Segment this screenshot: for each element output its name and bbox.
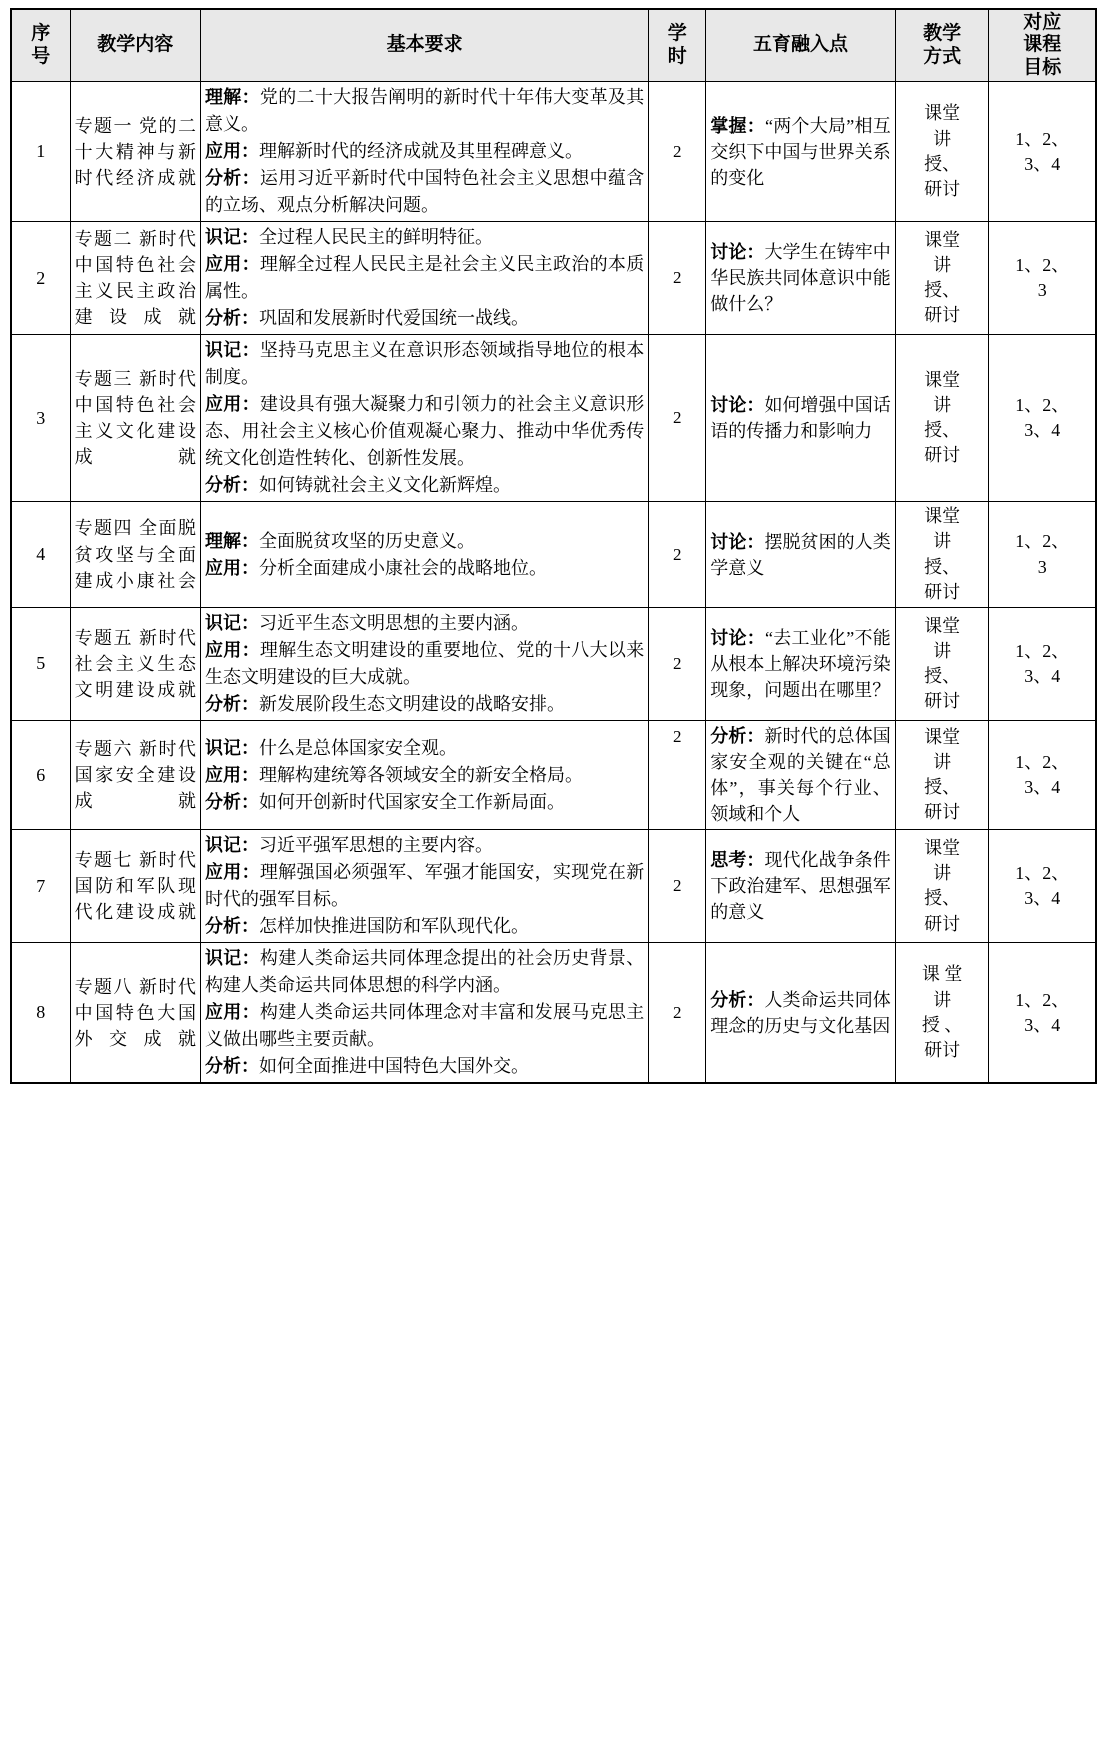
col-header-hours-line1: 学 xyxy=(667,23,687,45)
row-number: 4 xyxy=(11,502,70,608)
teaching-method xyxy=(895,502,989,608)
requirement-label: 应用： xyxy=(204,639,260,660)
requirement-item xyxy=(205,859,644,913)
requirement-label: 分析： xyxy=(204,791,259,812)
teaching-method-line: 讲 xyxy=(933,395,952,416)
teaching-method-line: 课堂 xyxy=(924,506,961,527)
col-header-requirement: 基本要求 xyxy=(200,9,648,82)
requirement-item xyxy=(205,762,644,789)
requirement-item xyxy=(205,165,644,219)
requirement-label: 识记： xyxy=(204,835,259,856)
teaching-method-line: 授、 xyxy=(924,280,961,301)
requirement-label: 识记： xyxy=(204,948,260,969)
teaching-method-line: 课堂 xyxy=(924,229,961,250)
course-goal-line: 3 xyxy=(1037,280,1047,301)
requirement-label: 分析： xyxy=(204,308,259,329)
wuyu-integration-point xyxy=(706,82,895,222)
requirement-text: 党的二十大报告阐明的新时代十年伟大变革及其意义。 xyxy=(204,87,645,135)
requirement-text: 习近平生态文明思想的主要内涵。 xyxy=(258,612,529,633)
requirement-item xyxy=(205,337,644,391)
class-hours: 2 xyxy=(649,82,706,222)
requirement-label: 应用： xyxy=(204,1002,260,1023)
teaching-method-line: 授、 xyxy=(924,556,961,577)
course-goal xyxy=(989,335,1096,502)
requirement-item xyxy=(205,305,644,332)
wuyu-text: 摆脱贫困的人类学意义 xyxy=(710,531,891,578)
table-row xyxy=(11,82,1096,222)
course-goal-line: 3、4 xyxy=(1024,777,1061,798)
class-hours: 2 xyxy=(649,222,706,335)
requirement-label: 应用： xyxy=(204,557,259,578)
requirement-item xyxy=(205,472,644,499)
requirement-label: 识记： xyxy=(204,737,259,758)
course-goal-line: 3、4 xyxy=(1024,888,1061,909)
basic-requirements xyxy=(200,607,648,720)
course-goal-line: 1、2、 xyxy=(1015,751,1070,772)
table-row xyxy=(11,502,1096,608)
basic-requirements xyxy=(200,720,648,829)
teaching-method-line: 讲 xyxy=(933,531,952,552)
teaching-method-line: 研讨 xyxy=(924,691,961,712)
course-goal xyxy=(989,943,1096,1084)
requirement-text: 如何开创新时代国家安全工作新局面。 xyxy=(258,791,565,812)
col-header-hours-line2: 时 xyxy=(667,45,687,67)
teaching-method-line: 课堂 xyxy=(924,726,961,747)
table-row xyxy=(11,335,1096,502)
wuyu-integration-point xyxy=(706,607,895,720)
course-goal xyxy=(989,82,1096,222)
requirement-label: 识记： xyxy=(204,340,260,361)
teaching-method-line: 课 堂 xyxy=(921,964,963,985)
requirement-label: 理解： xyxy=(204,87,260,108)
teaching-method-line: 研讨 xyxy=(924,802,961,823)
col-header-content: 教学内容 xyxy=(70,9,200,82)
requirement-item xyxy=(205,138,644,165)
col-header-no xyxy=(11,9,70,82)
course-goal-line: 1、2、 xyxy=(1015,640,1070,661)
course-goal-line: 1、2、 xyxy=(1015,989,1070,1010)
requirement-text: 理解构建统筹各领域安全的新安全格局。 xyxy=(258,764,583,785)
teaching-content: 专题六 新时代国家安全建设成就 xyxy=(70,720,200,829)
wuyu-integration-point xyxy=(706,335,895,502)
class-hours: 2 xyxy=(649,943,706,1084)
teaching-method xyxy=(895,222,989,335)
teaching-method-line: 讲 xyxy=(933,863,952,884)
requirement-label: 分析： xyxy=(204,1056,259,1077)
row-number: 1 xyxy=(11,82,70,222)
teaching-method-line: 课堂 xyxy=(924,615,961,636)
table-row xyxy=(11,222,1096,335)
requirement-label: 分析： xyxy=(204,916,259,937)
requirement-text: 理解全过程人民民主是社会主义民主政治的本质属性。 xyxy=(204,254,645,302)
requirement-text: 怎样加快推进国防和军队现代化。 xyxy=(258,916,529,937)
wuyu-text: 现代化战争条件下政治建军、思想强军的意义 xyxy=(710,850,891,923)
course-goal-line: 1、2、 xyxy=(1015,255,1070,276)
col-header-no-line2: 号 xyxy=(31,45,51,67)
teaching-method-line: 讲 xyxy=(933,255,952,276)
class-hours: 2 xyxy=(649,830,706,943)
teaching-method-line: 研讨 xyxy=(924,305,961,326)
wuyu-text: 新时代的总体国家安全观的关键在“总体”，事关每个行业、领域和个人 xyxy=(710,725,891,825)
wuyu-text: 大学生在铸牢中华民族共同体意识中能做什么？ xyxy=(710,242,891,315)
basic-requirements xyxy=(200,82,648,222)
col-header-method-line2: 方式 xyxy=(923,45,962,67)
teaching-method xyxy=(895,720,989,829)
requirement-item xyxy=(205,528,644,555)
requirement-item xyxy=(205,224,644,251)
table-row xyxy=(11,607,1096,720)
teaching-method-line: 授 、 xyxy=(921,1014,963,1035)
teaching-method-line: 研讨 xyxy=(924,445,961,466)
teaching-content: 专题一 党的二十大精神与新时代经济成就 xyxy=(70,82,200,222)
col-header-hours xyxy=(649,9,706,82)
wuyu-integration-point xyxy=(706,720,895,829)
wuyu-label: 分析： xyxy=(710,725,765,746)
row-number: 2 xyxy=(11,222,70,335)
requirement-item xyxy=(205,555,644,582)
course-goal xyxy=(989,607,1096,720)
wuyu-label: 讨论： xyxy=(710,627,766,648)
course-goal xyxy=(989,830,1096,943)
teaching-method-line: 授、 xyxy=(924,888,961,909)
col-header-no-line1: 序 xyxy=(31,23,51,45)
requirement-text: 巩固和发展新时代爱国统一战线。 xyxy=(258,308,529,329)
col-header-method-line1: 教学 xyxy=(923,23,962,45)
requirement-text: 习近平强军思想的主要内容。 xyxy=(258,835,493,856)
course-goal-line: 3 xyxy=(1037,556,1047,577)
requirement-text: 如何铸就社会主义文化新辉煌。 xyxy=(258,475,511,496)
basic-requirements xyxy=(200,222,648,335)
teaching-method-line: 研讨 xyxy=(924,581,961,602)
teaching-content: 专题三 新时代中国特色社会主义文化建设成就 xyxy=(70,335,200,502)
requirement-label: 应用： xyxy=(204,254,260,275)
course-goal-line: 1、2、 xyxy=(1015,863,1070,884)
requirement-label: 应用： xyxy=(204,141,259,162)
teaching-method xyxy=(895,82,989,222)
requirement-item xyxy=(205,391,644,472)
requirement-label: 分析： xyxy=(204,475,259,496)
course-goal-line: 3、4 xyxy=(1024,420,1061,441)
teaching-content: 专题七 新时代国防和军队现代化建设成就 xyxy=(70,830,200,943)
wuyu-integration-point xyxy=(706,943,895,1084)
requirement-item xyxy=(205,251,644,305)
table-header xyxy=(11,9,1096,82)
teaching-method xyxy=(895,830,989,943)
class-hours: 2 xyxy=(649,502,706,608)
requirement-text: 什么是总体国家安全观。 xyxy=(258,737,457,758)
col-header-goal-line1: 对应 xyxy=(1023,12,1062,33)
requirement-item xyxy=(205,735,644,762)
header-row xyxy=(11,9,1096,82)
teaching-method-line: 讲 xyxy=(933,640,952,661)
basic-requirements xyxy=(200,943,648,1084)
teaching-method-line: 研讨 xyxy=(924,178,961,199)
requirement-text: 全过程人民民主的鲜明特征。 xyxy=(258,227,493,248)
col-header-goal xyxy=(989,9,1096,82)
row-number: 6 xyxy=(11,720,70,829)
wuyu-integration-point xyxy=(706,502,895,608)
requirement-label: 识记： xyxy=(204,227,259,248)
basic-requirements xyxy=(200,830,648,943)
requirement-label: 分析： xyxy=(204,168,260,189)
requirement-item xyxy=(205,832,644,859)
teaching-method-line: 讲 xyxy=(933,128,952,149)
col-header-wuyu: 五育融入点 xyxy=(706,9,895,82)
wuyu-text: 如何增强中国话语的传播力和影响力 xyxy=(710,395,891,442)
wuyu-text: “去工业化”不能从根本上解决环境污染现象，问题出在哪里？ xyxy=(710,627,891,701)
col-header-method xyxy=(895,9,989,82)
basic-requirements xyxy=(200,502,648,608)
teaching-method-line: 讲 xyxy=(933,751,952,772)
teaching-content: 专题八 新时代中国特色大国外交成就 xyxy=(70,943,200,1084)
wuyu-integration-point xyxy=(706,830,895,943)
wuyu-text: 人类命运共同体理念的历史与文化基因 xyxy=(710,989,891,1036)
requirement-item xyxy=(205,84,644,138)
requirement-item xyxy=(205,610,644,637)
requirement-text: 运用习近平新时代中国特色社会主义思想中蕴含的立场、观点分析解决问题。 xyxy=(204,168,645,216)
row-number: 8 xyxy=(11,943,70,1084)
teaching-method-line: 授、 xyxy=(924,420,961,441)
requirement-text: 建设具有强大凝聚力和引领力的社会主义意识形态、用社会主义核心价值观凝心聚力、推动中华优秀传统文化创造性转化、创新性发展。 xyxy=(204,394,645,469)
requirement-label: 应用： xyxy=(204,764,259,785)
class-hours: 2 xyxy=(649,607,706,720)
teaching-method-line: 研讨 xyxy=(924,1040,961,1061)
class-hours: 2 xyxy=(649,335,706,502)
row-number: 7 xyxy=(11,830,70,943)
row-number: 5 xyxy=(11,607,70,720)
syllabus-table xyxy=(10,8,1097,1084)
teaching-method xyxy=(895,943,989,1084)
requirement-text: 构建人类命运共同体理念对丰富和发展马克思主义做出哪些主要贡献。 xyxy=(204,1002,645,1050)
requirement-item xyxy=(205,637,644,691)
requirement-text: 分析全面建成小康社会的战略地位。 xyxy=(258,557,547,578)
teaching-method-line: 课堂 xyxy=(924,837,961,858)
teaching-content: 专题五 新时代社会主义生态文明建设成就 xyxy=(70,607,200,720)
course-goal-line: 1、2、 xyxy=(1015,128,1070,149)
table-row xyxy=(11,830,1096,943)
teaching-content: 专题二 新时代中国特色社会主义民主政治建设成就 xyxy=(70,222,200,335)
teaching-content: 专题四 全面脱贫攻坚与全面建成小康社会 xyxy=(70,502,200,608)
wuyu-text: “两个大局”相互交织下中国与世界关系的变化 xyxy=(710,115,891,188)
course-goal-line: 3、4 xyxy=(1024,665,1061,686)
row-number: 3 xyxy=(11,335,70,502)
teaching-method xyxy=(895,607,989,720)
teaching-method-line: 课堂 xyxy=(924,103,961,124)
wuyu-label: 讨论： xyxy=(710,242,765,263)
requirement-item xyxy=(205,945,644,999)
requirement-text: 构建人类命运共同体理念提出的社会历史背景、构建人类命运共同体思想的科学内涵。 xyxy=(204,948,645,996)
course-goal-line: 3、4 xyxy=(1024,1014,1061,1035)
wuyu-label: 讨论： xyxy=(710,395,765,416)
requirement-label: 识记： xyxy=(204,612,259,633)
wuyu-integration-point xyxy=(706,222,895,335)
teaching-method-line: 授、 xyxy=(924,153,961,174)
requirement-label: 分析： xyxy=(204,693,259,714)
teaching-method-line: 课堂 xyxy=(924,369,961,390)
teaching-method-line: 讲 xyxy=(933,989,952,1010)
requirement-text: 理解强国必须强军、军强才能国安，实现党在新时代的强军目标。 xyxy=(204,862,645,910)
requirement-item xyxy=(205,913,644,940)
course-goal-line: 1、2、 xyxy=(1015,395,1070,416)
wuyu-label: 思考： xyxy=(710,850,765,871)
table-row xyxy=(11,943,1096,1084)
course-goal xyxy=(989,720,1096,829)
teaching-method-line: 授、 xyxy=(924,665,961,686)
table-body xyxy=(11,82,1096,1084)
basic-requirements xyxy=(200,335,648,502)
col-header-goal-line3: 目标 xyxy=(1023,56,1062,78)
wuyu-label: 分析： xyxy=(710,989,765,1010)
requirement-item xyxy=(205,789,644,816)
requirement-text: 如何全面推进中国特色大国外交。 xyxy=(258,1056,529,1077)
requirement-text: 坚持马克思主义在意识形态领域指导地位的根本制度。 xyxy=(204,340,645,388)
table-row xyxy=(11,720,1096,829)
requirement-text: 理解新时代的经济成就及其里程碑意义。 xyxy=(258,141,583,162)
teaching-method xyxy=(895,335,989,502)
requirement-item xyxy=(205,691,644,718)
teaching-method-line: 授、 xyxy=(924,777,961,798)
course-goal xyxy=(989,502,1096,608)
requirement-text: 新发展阶段生态文明建设的战略安排。 xyxy=(258,693,565,714)
wuyu-label: 讨论： xyxy=(710,531,765,552)
class-hours: 2 xyxy=(649,720,706,829)
col-header-goal-line2: 课程 xyxy=(1023,34,1062,56)
requirement-label: 应用： xyxy=(204,394,260,415)
requirement-text: 理解生态文明建设的重要地位、党的十八大以来生态文明建设的巨大成就。 xyxy=(204,639,645,687)
requirement-item xyxy=(205,999,644,1053)
course-goal-line: 3、4 xyxy=(1024,153,1061,174)
wuyu-label: 掌握： xyxy=(710,115,766,136)
requirement-label: 理解： xyxy=(204,530,259,551)
requirement-text: 全面脱贫攻坚的历史意义。 xyxy=(258,530,475,551)
requirement-item xyxy=(205,1053,644,1080)
requirement-label: 应用： xyxy=(204,862,260,883)
teaching-method-line: 研讨 xyxy=(924,913,961,934)
course-goal xyxy=(989,222,1096,335)
course-goal-line: 1、2、 xyxy=(1015,531,1070,552)
